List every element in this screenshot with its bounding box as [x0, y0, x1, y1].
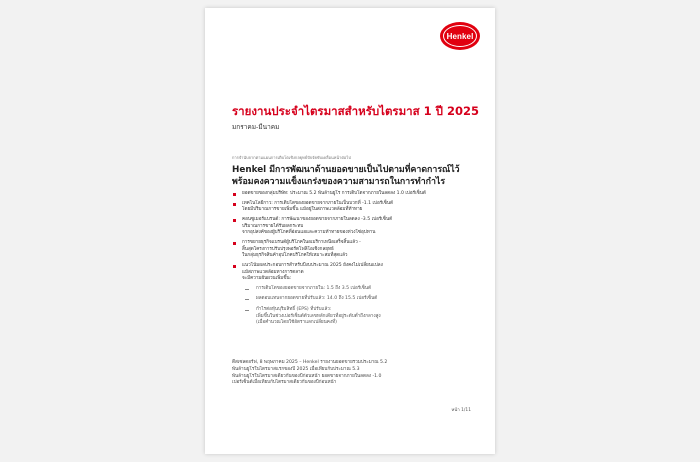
highlight-line: สิ้นสุดโครงการปรับปรุงพอร์ตโฟลิโอเชิงกลยุทธ์ [242, 246, 334, 252]
outlook-item [242, 296, 477, 303]
outlook-line: ผลตอบแทนจากยอดขายที่ปรับแล้ว: 14.0 ถึง 15.5 เปอร์เซ็นต์ [256, 296, 378, 302]
highlight-line: แม้สภาพแวดล้อมทางการตลาด [242, 269, 304, 275]
highlight-line: จะมีความผันผวนเพิ่มขึ้น: [242, 276, 292, 282]
highlight-line: คอนซูเมอร์แบรนด์: การพัฒนาของยอดขายจากภายในลดลง -3.5 เปอร์เซ็นต์ [242, 217, 393, 223]
highlight-line: แนวโน้มผลประกอบการสำหรับปีงบประมาณ 2025 ยังคงไม่เปลี่ยนแปลง [242, 263, 383, 269]
highlight-line: ยอดขายของกลุ่มบริษัท: ประมาณ 5.2 พันล้านยูโร การเติบโตจากภายในลดลง 1.0 เปอร์เซ็นต์ [242, 191, 426, 196]
body-line: เปอร์เซ็นต์เมื่อเทียบกับไตรมาสเดียวกันของปีก่อนหน้า [232, 380, 337, 386]
highlight-line: โดยมีปริมาณการขายเพิ่มขึ้น แม้อยู่ในสภาพแวดล้อมที่ท้าทาย [242, 207, 363, 213]
highlight-line: จากอุปสงค์ของผู้บริโภคที่อ่อนแอและความท้าทายของห่วงโซ่อุปทาน [242, 230, 376, 236]
highlights-list [232, 191, 477, 331]
highlight-line: การขยายธุรกิจแบรนด์ผู้บริโภคในอเมริกาเหนือเสร็จสิ้นแล้ว - [242, 240, 361, 246]
outlook-line: การเติบโตของยอดขายจากภายใน: 1.5 ถึง 3.5 เปอร์เซ็นต์ [256, 285, 372, 291]
body-line: พันล้านยูโรในไตรมาสแรกของปี 2025 เมื่อเทียบกับประมาณ 5.3 [232, 366, 360, 372]
headline-line-2: พร้อมคงความแข็งแกร่งของความสามารถในการทำกำไร [232, 177, 446, 187]
highlight-item [232, 263, 477, 327]
body-line: ดึสเซลดอร์ฟ, 8 พฤษภาคม 2025 – Henkel รายงานยอดขายรวมประมาณ 5.2 [232, 360, 388, 365]
henkel-logo-text: Henkel [446, 31, 474, 41]
outlook-line: (เมื่อคำนวณโดยใช้อัตราแลกเปลี่ยนคงที่) [256, 320, 337, 326]
highlight-line: ในกลุ่มธุรกิจสินค้าอุปโภคบริโภคให้เหมาะสมที่สุดแล้ว [242, 253, 348, 259]
body-line: พันล้านยูโรในไตรมาสเดียวกันของปีก่อนหน้า ยอดขายจากภายในลดลง -1.0 [232, 373, 382, 379]
highlight-line: ปริมาณการขายได้รับผลกระทบ [242, 223, 304, 229]
page-number: หน้า 1/11 [451, 408, 471, 413]
henkel-logo [440, 22, 480, 50]
outlook-line: กำไรต่อหุ้นบุริมสิทธิ์ (EPS) ที่ปรับแล้ว: [256, 307, 332, 313]
report-title: รายงานประจำไตรมาสสำหรับไตรมาส 1 ปี 2025 [232, 104, 479, 118]
document-page [205, 8, 495, 454]
highlight-item [232, 240, 477, 260]
body-paragraph [232, 360, 477, 387]
outlook-item [242, 307, 477, 327]
headline-line-1: Henkel มีการพัฒนาด้านยอดขายเป็นไปตามที่คาดการณ์ไว้ [232, 165, 460, 175]
highlight-line: เทคโนโลยีกาว: การเติบโตของยอดขายจากภายในเป็นบวกที่ -1.1 เปอร์เซ็นต์ [242, 200, 394, 206]
henkel-logo-ring [443, 25, 477, 47]
headline [232, 164, 477, 188]
highlight-item [232, 191, 477, 198]
outlook-item [242, 286, 477, 293]
outlook-line: เพิ่มขึ้นในช่วงเปอร์เซ็นต์ตัวเลขหลักเดียวที่อยู่ระดับต่ำถึงกลางสูง [256, 313, 381, 319]
highlight-item [232, 201, 477, 214]
forward-looking-notice: การจำนับจากตามแผนการเติบโตเชิงกลยุทธ์ปัจจัยขับเคลื่อนหน้าต่อไป [232, 155, 351, 160]
highlight-item [232, 217, 477, 237]
outlook-list [242, 286, 477, 327]
report-period: มกราคม-มีนาคม [232, 123, 280, 131]
